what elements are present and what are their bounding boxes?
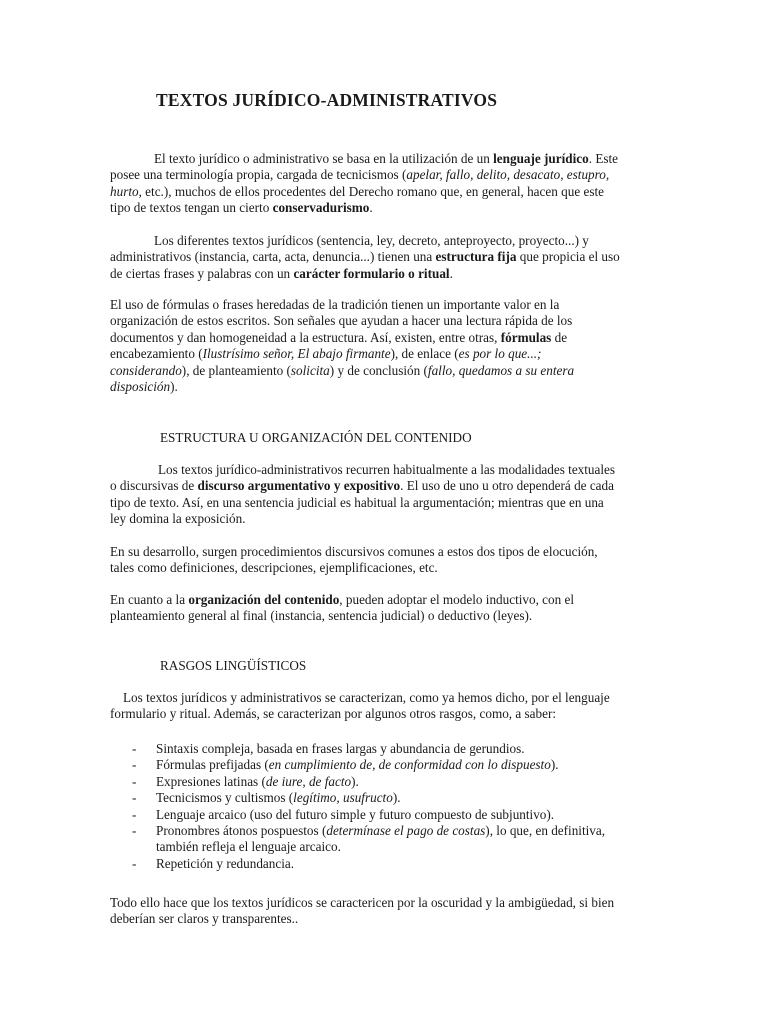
features-list [110, 741, 670, 872]
section-heading-structure: ESTRUCTURA U ORGANIZACIÓN DEL CONTENIDO [160, 430, 472, 445]
paragraph-structure: Los diferentes textos jurídicos (sentencia, ley, decreto, anteproyecto, proyecto...) y administrativos (instancia, carta, acta, denuncia...) tienen una estructura fija que propicia el uso de ciertas frases y palabras con un carácter formulario o ritual. [110, 233, 620, 281]
list-item: - Fórmulas prefijadas (en cumplimiento de, de conformidad con lo dispuesto). [132, 757, 559, 773]
list-item: - Pronombres átonos pospuestos (determínase el pago de costas), lo que, en definitiva, también refleja el lenguaje arcaico. [132, 823, 606, 855]
paragraph-development: En su desarrollo, surgen procedimientos discursivos comunes a estos dos tipos de elocución, tales como definiciones, descripciones, ejemplificaciones, etc. [110, 544, 598, 576]
list-item: - Tecnicismos y cultismos (legítimo, usufructo). [132, 790, 401, 806]
section-heading-linguistic: RASGOS LINGÜÍSTICOS [160, 658, 307, 673]
document-title: TEXTOS JURÍDICO-ADMINISTRATIVOS [156, 90, 498, 110]
paragraph-modalities: Los textos jurídico-administrativos recurren habitualmente a las modalidades textuales o discursivas de discurso argumentativo y expositivo. El uso de uno u otro dependerá de cada tipo de texto. Así, en una sentencia judicial es habitual la argumentación; mientras que en una ley domina la exposición. [110, 462, 616, 527]
paragraph-intro: El texto jurídico o administrativo se basa en la utilización de un lenguaje jurídico. Este posee una terminología propia, cargada de tecnicismos (apelar, fallo, delito, desacato, estupro, hurto, etc.), muchos de ellos procedentes del Derecho romano que, en general, hacen que este tipo de textos tengan un cierto conservadurismo. [110, 151, 619, 216]
list-item: - Lenguaje arcaico (uso del futuro simple y futuro compuesto de subjuntivo). [132, 806, 555, 822]
paragraph-organization: En cuanto a la organización del contenido, pueden adoptar el modelo inductivo, con el planteamiento general al final (instancia, sentencia judicial) o deductivo (leyes). [110, 592, 575, 624]
list-item: - Repetición y redundancia. [132, 855, 295, 871]
list-item: - Expresiones latinas (de iure, de facto). [132, 773, 359, 789]
paragraph-conclusion: Todo ello hace que los textos jurídicos se caractericen por la oscuridad y la ambigüedad, si bien deberían ser claros y transparentes.. [110, 895, 615, 927]
paragraph-formulas: El uso de fórmulas o frases heredadas de la tradición tienen un importante valor en la organización de estos escritos. Son señales que ayudan a hacer una lectura rápida de los documentos y dan homogeneidad a la estructura. Así, existen, entre otras, fórmulas de encabezamiento (Ilustrísimo señor, El abajo firmante), de enlace (es por lo que...; considerando), de planteamiento (solicita) y de conclusión (fallo, quedamos a su entera disposición). [110, 297, 575, 394]
list-item: - Sintaxis compleja, basada en frases largas y abundancia de gerundios. [132, 741, 525, 756]
paragraph-features-intro: Los textos jurídicos y administrativos se caracterizan, como ya hemos dicho, por el lenguaje formulario y ritual. Además, se caracterizan por algunos otros rasgos, como, a saber: [110, 690, 610, 722]
